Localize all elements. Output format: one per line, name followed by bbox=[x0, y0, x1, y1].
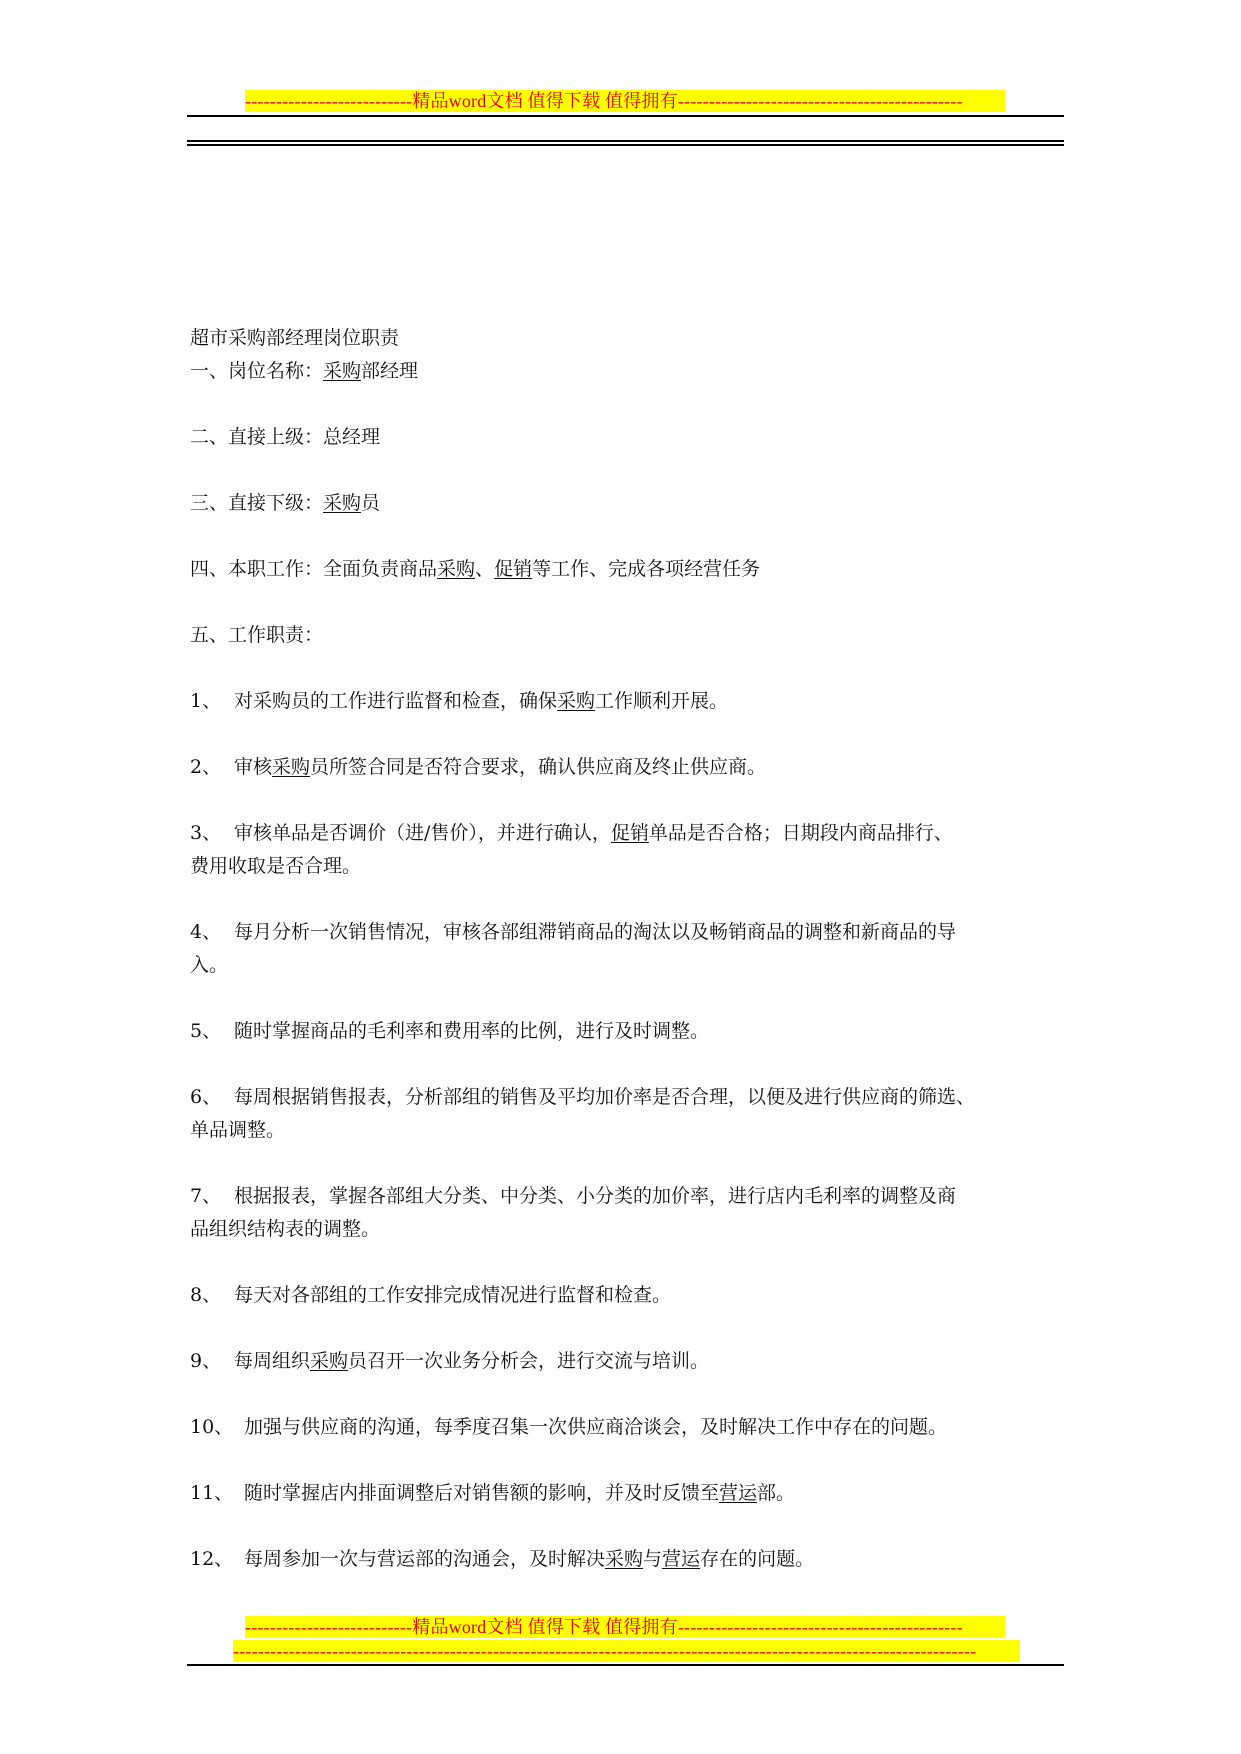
field-value: 全面负责商品 bbox=[323, 558, 438, 580]
duty-item-2 bbox=[190, 751, 1066, 784]
separator: 与 bbox=[643, 1548, 663, 1570]
header-rule bbox=[187, 115, 1064, 117]
duty-text: 部。 bbox=[757, 1482, 796, 1504]
field-label: 五、工作职责： bbox=[190, 624, 324, 646]
duty-number: 3、 bbox=[190, 822, 222, 844]
duty-item-11 bbox=[190, 1477, 1066, 1510]
field-direct-subordinate bbox=[190, 487, 1066, 520]
duty-text: 每周根据销售报表，分析部组的销售及平均加价率是否合理，以便及进行供应商的筛选、 bbox=[234, 1086, 976, 1108]
link-procurement[interactable]: 采购 bbox=[557, 690, 596, 712]
duty-number: 4、 bbox=[190, 921, 222, 943]
duty-item-9 bbox=[190, 1345, 1066, 1378]
duty-item-4 bbox=[190, 916, 1066, 982]
link-procurement[interactable]: 采购 bbox=[272, 756, 311, 778]
link-procurement[interactable]: 采购 bbox=[310, 1350, 349, 1372]
separator: 、 bbox=[475, 558, 495, 580]
field-duties-heading bbox=[190, 619, 1066, 652]
duty-item-8 bbox=[190, 1279, 1066, 1312]
duty-number: 7、 bbox=[190, 1185, 222, 1207]
link-procurement[interactable]: 采购 bbox=[323, 360, 362, 382]
field-main-work bbox=[190, 553, 1066, 586]
footer-banner: ---------------------------精品word文档 值得下载 值得拥有---------------------------------------------- bbox=[245, 1616, 1005, 1638]
duty-number: 9、 bbox=[190, 1350, 222, 1372]
document-body bbox=[190, 322, 1066, 1576]
header-double-rule-bottom bbox=[187, 144, 1064, 146]
duty-text-continued: 费用收取是否合理。 bbox=[190, 855, 362, 877]
duty-text: 每天对各部组的工作安排完成情况进行监督和检查。 bbox=[234, 1284, 672, 1306]
field-direct-superior bbox=[190, 421, 1066, 454]
footer-rule bbox=[187, 1664, 1064, 1666]
duty-text: 员所签合同是否符合要求，确认供应商及终止供应商。 bbox=[310, 756, 767, 778]
link-procurement[interactable]: 采购 bbox=[323, 492, 362, 514]
field-value: 总经理 bbox=[323, 426, 381, 448]
duty-item-12 bbox=[190, 1543, 1066, 1576]
duty-number: 10、 bbox=[190, 1416, 234, 1438]
duty-text: 审核单品是否调价（进/售价），并进行确认， bbox=[234, 822, 611, 844]
link-procurement[interactable]: 采购 bbox=[605, 1548, 644, 1570]
duty-text: 审核 bbox=[234, 756, 273, 778]
duty-text-continued: 品组织结构表的调整。 bbox=[190, 1218, 381, 1240]
duty-item-1 bbox=[190, 685, 1066, 718]
duty-text-continued: 单品调整。 bbox=[190, 1119, 286, 1141]
duty-text: 每周组织 bbox=[234, 1350, 311, 1372]
duty-number: 8、 bbox=[190, 1284, 222, 1306]
link-promotion[interactable]: 促销 bbox=[494, 558, 533, 580]
duty-item-7 bbox=[190, 1180, 1066, 1246]
field-label: 一、岗位名称： bbox=[190, 360, 324, 382]
duty-text: 对采购员的工作进行监督和检查，确保 bbox=[234, 690, 558, 712]
duty-number: 2、 bbox=[190, 756, 222, 778]
duty-number: 1、 bbox=[190, 690, 222, 712]
duty-text: 加强与供应商的沟通，每季度召集一次供应商洽谈会，及时解决工作中存在的问题。 bbox=[244, 1416, 948, 1438]
duty-text: 根据报表，掌握各部组大分类、中分类、小分类的加价率，进行店内毛利率的调整及商 bbox=[234, 1185, 957, 1207]
field-position-name bbox=[190, 355, 1066, 388]
field-value: 等工作、完成各项经营任务 bbox=[532, 558, 761, 580]
duty-item-6 bbox=[190, 1081, 1066, 1147]
duty-number: 11、 bbox=[190, 1482, 234, 1504]
duty-text: 存在的问题。 bbox=[700, 1548, 815, 1570]
duty-text: 单品是否合格；日期段内商品排行、 bbox=[648, 822, 953, 844]
link-promotion[interactable]: 促销 bbox=[610, 822, 649, 844]
duty-text: 每月分析一次销售情况，审核各部组滞销商品的淘汰以及畅销商品的调整和新商品的导 bbox=[234, 921, 957, 943]
duty-text: 每周参加一次与营运部的沟通会，及时解决 bbox=[244, 1548, 606, 1570]
duty-text: 员召开一次业务分析会，进行交流与培训。 bbox=[348, 1350, 710, 1372]
duty-item-3 bbox=[190, 817, 1066, 883]
document-title: 超市采购部经理岗位职责 bbox=[190, 327, 400, 349]
link-operations[interactable]: 营运 bbox=[719, 1482, 758, 1504]
duty-item-5 bbox=[190, 1015, 1066, 1048]
footer-dash-banner: ------------------------------------------------------------------------------------------------------------------------ bbox=[233, 1640, 1020, 1662]
link-procurement[interactable]: 采购 bbox=[437, 558, 476, 580]
duty-item-10 bbox=[190, 1411, 1066, 1444]
duty-text: 随时掌握商品的毛利率和费用率的比例，进行及时调整。 bbox=[234, 1020, 710, 1042]
link-operations[interactable]: 营运 bbox=[662, 1548, 701, 1570]
duty-text-continued: 入。 bbox=[190, 954, 229, 976]
field-label: 三、直接下级： bbox=[190, 492, 324, 514]
duty-number: 6、 bbox=[190, 1086, 222, 1108]
duty-text: 工作顺利开展。 bbox=[595, 690, 729, 712]
header-banner: ---------------------------精品word文档 值得下载 值得拥有---------------------------------------------- bbox=[245, 90, 1005, 112]
field-label: 四、本职工作： bbox=[190, 558, 324, 580]
field-label: 二、直接上级： bbox=[190, 426, 324, 448]
header-double-rule-top bbox=[187, 140, 1064, 142]
duty-number: 12、 bbox=[190, 1548, 234, 1570]
duty-number: 5、 bbox=[190, 1020, 222, 1042]
field-value: 部经理 bbox=[361, 360, 419, 382]
field-value: 员 bbox=[361, 492, 381, 514]
duty-text: 随时掌握店内排面调整后对销售额的影响，并及时反馈至 bbox=[244, 1482, 720, 1504]
